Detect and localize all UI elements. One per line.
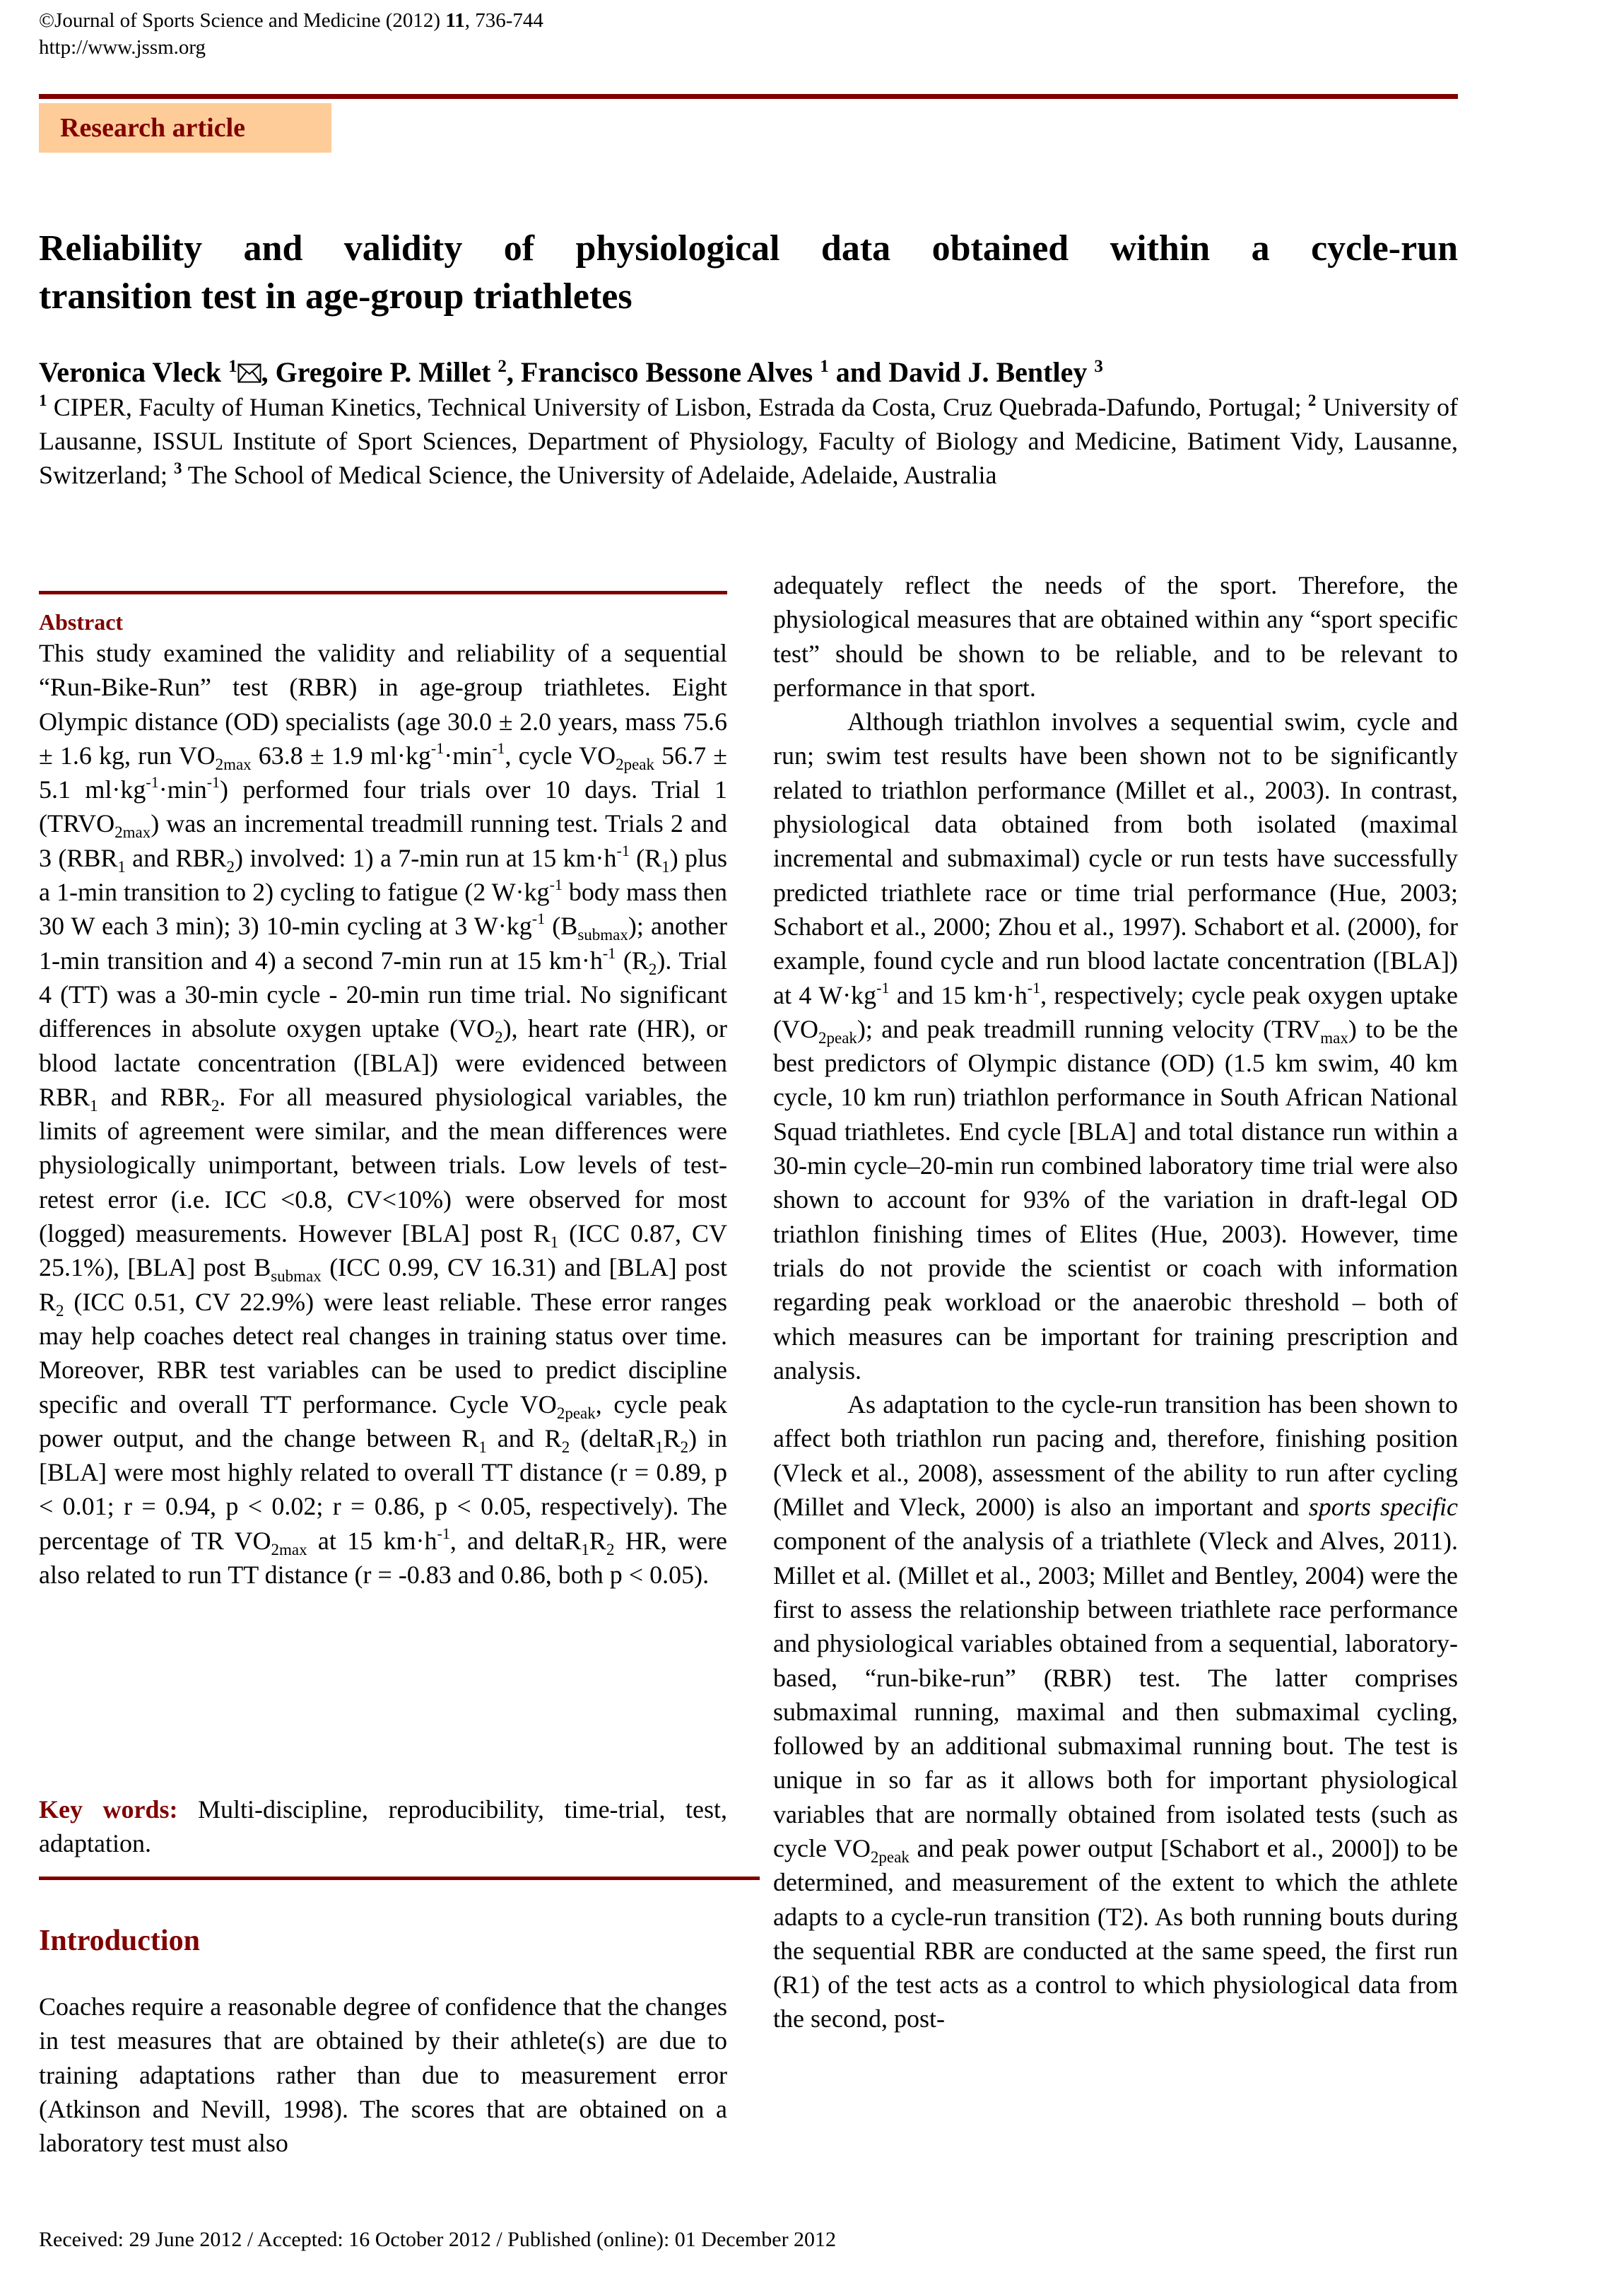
journal-url[interactable]: http://www.jssm.org [39,36,206,59]
keywords-text: Multi-discipline, reproducibility, time-trial, test, adaptation. [39,1795,727,1858]
author-separator: , [506,356,521,388]
affil-number: 1 [39,392,47,409]
abstract-bottom-divider [39,1877,760,1880]
inline-formatting: 2max [114,823,151,842]
inline-formatting: -1 [146,773,159,792]
inline-formatting: -1 [602,944,616,962]
affil-number: 3 [173,459,182,477]
introduction-paragraph: Although triathlon involves a sequential swim, cycle and run; swim test results have been shown not to be significantly related to triathlon performance (Millet et al., 2003). In contrast, physiological data obtained from both isolated (maximal incremental and submaximal) cycle or run tests have successfully predicted triathlete race or time trial performance (Hue, 2003; Schabort et al., 2000; Zhou et al., 1997). Schabort et al. (2000), for example, found cycle and run blood lactate concentration ([BLA]) at 4 $W\cdot kg^{-1}$ and 15 $km\cdot h^{-1}$, respectively; cycle peak oxygen uptake $(VO_{2peak})$; and peak treadmill running velocity $(TRV_{max})$ to be the best predictors of Olympic distance (OD) (1.5 km swim, 40 km cycle, 10 km run) triathlon performance in South African National Squad triathletes. End cycle [BLA] and total distance run within a 30-min cycle–20-min run combined laboratory time trial were also shown to account for 93% of the variation in draft-legal OD triathlon finishing times of Elites (Hue, 2003). However, time trials do not provide the scientist or coach with information regarding peak workload or the anaerobic threshold – both of which measures can be important for training prescription and analysis. [773,707,1459,1385]
inline-formatting: 2 [495,1028,503,1047]
journal-name: ©Journal of Sports Science and Medicine (2012) [39,9,446,32]
inline-formatting: 2 [648,960,657,978]
paper-title [39,225,1458,321]
journal-volume: 11 [445,9,465,32]
inline-formatting: 2 [211,1096,220,1115]
inline-formatting: 2peak [870,1848,910,1866]
author-affil-ref: 1 [228,357,237,376]
keywords-label: Key words: [39,1795,178,1824]
inline-formatting: -1 [1027,978,1041,997]
author-separator: and [828,356,889,388]
inline-formatting: 1 [581,1540,589,1558]
inline-formatting: -1 [876,978,890,997]
author-name: Gregoire P. Millet [275,356,491,388]
introduction-paragraph: As adaptation to the cycle-run transition has been shown to affect both triathlon run pacing and, therefore, finishing position (Vleck et al., 2008), assessment of the ability to run after cycling (Millet and Vleck, 2000) is also an important and sports specific component of the analysis of a triathlete (Vleck and Alves, 2011). Millet et al. (Millet et al., 2003; Millet and Bentley, 2004) were the first to assess the relationship between triathlete race performance and physiological variables obtained from a sequential, laboratory-based, “run-bike-run” (RBR) test. The latter comprises submaximal running, maximal and then submaximal cycling, followed by an additional submaximal running bout. The test is unique in so far as it allows both for important physiological variables that are normally obtained from isolated tests (such as cycle $VO_{2peak}$ and peak power output [Schabort et al., 2000]) to be determined, and measurement of the extent to which the athlete adapts to a cycle-run transition (T2). As both running bouts during the sequential RBR are conducted at the same speed, the first run (R1) of the test acts as a control to which physiological data from the second, post- [773,1390,1458,2033]
affil-text: The School of Medical Science, the University of Adelaide, Adelaide, Australia [182,461,997,489]
author-affil-ref: 1 [820,357,829,376]
author-name: Veronica Vleck [39,356,222,388]
abstract-top-divider [39,591,727,594]
inline-formatting: -1 [437,1524,450,1542]
introduction-paragraph: Coaches require a reasonable degree of confidence that the changes in test measures that are obtained by their athlete(s) are due to training adaptations rather than due to measurement error (Atkinson and Nevill, 1998). The scores that are obtained on a laboratory test must also [39,1992,727,2158]
inline-formatting: submax [271,1267,322,1286]
author-affil-ref: 2 [498,357,507,376]
affiliations [39,390,1458,492]
title-line-2: transition test in age-group triathletes [39,276,632,317]
journal-citation [39,7,543,34]
inline-formatting: 1 [550,1233,559,1252]
inline-formatting: 2 [561,1438,570,1456]
affil-number: 2 [1307,392,1317,409]
inline-formatting: 1 [117,857,126,876]
inline-formatting: 2 [680,1438,689,1456]
inline-formatting: sports specific [1308,1493,1458,1522]
inline-formatting: 1 [655,1438,664,1456]
abstract-body: This study examined the validity and reliability of a sequential “Run-Bike-Run” test (RBR) in age-group triathletes. Eight Olympic distance (OD) specialists (age 30.0 ± 2.0 years, mass 75.6 ± 1.6 kg, run $VO_{2max}$ 63.8 ± 1.9 $ml\cdot kg^{-1}\cdot\min^{-1}$, cycle $VO_{2peak}$ 56.7 ± 5.1 $ml\cdot kg^{-1}\cdot\min^{-1}$) performed four trials over 10 days. Trial 1 $(TRVO_{2max})$ was an incremental treadmill running test. Trials 2 and 3 ($RBR_1$ and $RBR_2$) involved: 1) a 7-min run at 15 $km\cdot h^{-1}$ $(R_1)$ plus a 1-min transition to 2) cycling to fatigue (2 $W\cdot kg^{-1}$ body mass then 30 W each 3 min); 3) 10-min cycling at 3 $W\cdot kg^{-1}$ $(B_{submax})$; another 1-min transition and 4) a second 7-min run at 15 $km\cdot h^{-1}$ $(R_2)$. Trial 4 (TT) was a 30-min cycle - 20-min run time trial. No significant differences in absolute oxygen uptake $(VO_2)$, heart rate (HR), or blood lactate concentration ([BLA]) were evidenced between $RBR_1$ and $RBR_2$. For all measured physiological variables, the limits of agreement were similar, and the mean differences were physiologically unimportant, between trials. Low levels of test-retest error (i.e. ICC <0.8, CV<10%) were observed for most (logged) measurements. However [BLA] post $R_1$ (ICC 0.87, CV 25.1%), [BLA] post $B_{submax}$ (ICC 0.99, CV 16.31) and [BLA] post $R_2$ (ICC 0.51, CV 22.9%) were least reliable. These error ranges may help coaches detect real changes in training status over time. Moreover, RBR test variables can be used to predict discipline specific and overall TT performance. Cycle $VO_{2peak}$, cycle peak power output, and the change between $R_1$ and $R_2$ $(deltaR_1R_2)$ in [BLA] were most highly related to overall TT distance (r = 0.89, p < 0.01; r = 0.94, p < 0.02; r = 0.86, p < 0.05, respectively). The percentage of TR $VO_{2max}$ at 15 $km\cdot h^{-1}$, and $deltaR_1R_2$ HR, were also related to run TT distance (r = -0.83 and 0.86, both p < 0.05). [39,639,728,1590]
title-line-1: Reliability and validity of physiological data obtained within a cycle-run [39,228,1458,269]
inline-formatting: 2peak [556,1404,596,1422]
affil-text: University of Lausanne, ISSUL Institute of Sport Sciences, Department of Physiology, Faculty of Biology and Medicine, Batiment Vidy, Lausanne, Switzerland; [39,393,1458,489]
author-list [39,355,1458,390]
inline-formatting: -1 [492,739,505,757]
introduction-heading: Introduction [39,1925,200,1957]
inline-formatting: -1 [549,876,563,894]
introduction-paragraph: adequately reflect the needs of the sport. Therefore, the physiological measures that are obtained within any “sport specific test” should be shown to be reliable, and to be relevant to performance in that sport. [773,571,1458,702]
envelope-icon[interactable] [237,356,261,376]
publication-dates: Received: 29 June 2012 / Accepted: 16 October 2012 / Published (online): 01 December 2012 [39,2228,837,2251]
author-name: Francisco Bessone Alves [520,356,813,388]
header-divider [39,94,1458,99]
inline-formatting: 2 [226,857,235,876]
author-name: David J. Bentley [888,356,1088,388]
inline-formatting: 2 [606,1540,615,1558]
inline-formatting: 1 [478,1438,487,1456]
inline-formatting: -1 [616,841,630,859]
inline-formatting: max [1320,1028,1348,1047]
keywords [39,1792,727,1861]
inline-formatting: 2peak [616,755,654,773]
journal-pages: , 736-744 [464,9,543,32]
right-column [773,568,1458,2036]
abstract-heading: Abstract [39,609,124,635]
inline-formatting: 1 [661,857,670,876]
inline-formatting: 1 [90,1096,98,1115]
inline-formatting: 2peak [818,1028,857,1047]
author-affil-ref: 3 [1094,357,1103,376]
inline-formatting: 2max [215,755,252,773]
inline-formatting: 2 [56,1301,64,1320]
affil-text: CIPER, Faculty of Human Kinetics, Technical University of Lisbon, Estrada da Costa, Cruz Quebrada-Dafundo, Portugal; [47,393,1308,421]
inline-formatting: -1 [206,773,220,792]
inline-formatting: -1 [531,910,546,928]
inline-formatting: 2max [271,1540,307,1558]
inline-formatting: submax [577,926,628,944]
article-type-badge: Research article [39,103,331,153]
inline-formatting: -1 [430,739,445,757]
author-separator: , [261,356,276,388]
